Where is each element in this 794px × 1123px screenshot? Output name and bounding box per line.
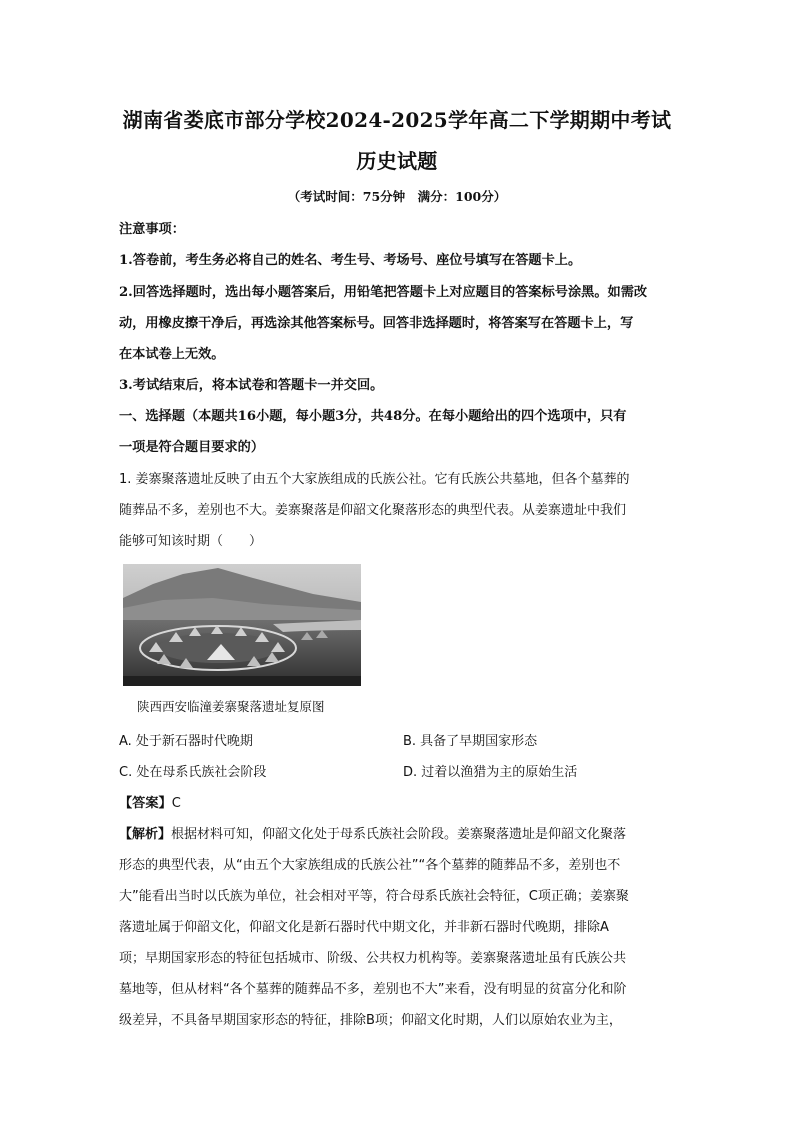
notice-heading: 注意事项： xyxy=(119,222,185,237)
analysis-line: 项；早期国家形态的特征包括城市、阶级、公共权力机构等。姜寨聚落遗址虽有氏族公共 xyxy=(119,951,627,966)
analysis-label: 【解析】 xyxy=(119,827,172,842)
section-heading-cont: 一项是符合题目要求的） xyxy=(119,440,265,455)
exam-time-and-score: （考试时间：75分钟 满分：100分） xyxy=(287,189,507,204)
answer-row xyxy=(119,792,679,811)
option-a: A. 处于新石器时代晚期 xyxy=(119,734,253,749)
question-stem-line: 随葬品不多，差别也不大。姜寨聚落是仰韶文化聚落形态的典型代表。从姜寨遗址中我们 xyxy=(119,503,627,518)
analysis-row xyxy=(119,823,679,842)
exam-title: 湖南省娄底市部分学校2024-2025学年高二下学期期中考试 xyxy=(122,108,672,132)
notice-line: 在本试卷上无效。 xyxy=(119,347,225,362)
option-d: D. 过着以渔猎为主的原始生活 xyxy=(403,765,578,780)
answer-label: 【答案】 xyxy=(119,796,172,811)
image-caption: 陕西西安临潼姜寨聚落遗址复原图 xyxy=(137,699,325,714)
notice-line: 2.回答选择题时，选出每小题答案后，用铅笔把答题卡上对应题目的答案标号涂黑。如需改 xyxy=(119,285,648,300)
notice-line: 1.答卷前，考生务必将自己的姓名、考生号、考场号、座位号填写在答题卡上。 xyxy=(119,253,582,268)
question-stem-line: 1. 姜寨聚落遗址反映了由五个大家族组成的氏族公社。它有氏族公共墓地，但各个墓葬的 xyxy=(119,472,630,487)
section-heading: 一、选择题（本题共16小题，每小题3分，共48分。在每小题给出的四个选项中，只有 xyxy=(119,409,627,424)
option-b: B. 具备了早期国家形态 xyxy=(403,734,538,749)
answer-value: C xyxy=(171,796,181,811)
analysis-line: 级差异，不具备早期国家形态的特征，排除B项；仰韶文化时期，人们以原始农业为主， xyxy=(119,1013,622,1028)
analysis-line: 落遗址属于仰韶文化，仰韶文化是新石器时代中期文化，并非新石器时代晚期，排除A xyxy=(119,920,609,935)
jiangzhai-settlement-image xyxy=(123,564,361,686)
option-c: C. 处在母系氏族社会阶段 xyxy=(119,765,267,780)
analysis-line: 形态的典型代表，从“由五个大家族组成的氏族公社”“各个墓葬的随葬品不多，差别也不 xyxy=(119,858,621,873)
question-stem-line: 能够可知该时期（ ） xyxy=(119,534,263,549)
exam-subject-title: 历史试题 xyxy=(356,149,438,173)
notice-line: 动，用橡皮擦干净后，再选涂其他答案标号。回答非选择题时，将答案写在答题卡上，写 xyxy=(119,316,634,331)
analysis-line: 大”能看出当时以氏族为单位，社会相对平等，符合母系氏族社会特征，C项正确；姜寨聚 xyxy=(119,889,629,904)
notice-line: 3.考试结束后，将本试卷和答题卡一并交回。 xyxy=(119,378,384,393)
analysis-line: 墓地等，但从材料“各个墓葬的随葬品不多，差别也不大”来看，没有明显的贫富分化和阶 xyxy=(119,982,627,997)
analysis-line: 根据材料可知，仰韶文化处于母系氏族社会阶段。姜寨聚落遗址是仰韶文化聚落 xyxy=(171,827,627,842)
